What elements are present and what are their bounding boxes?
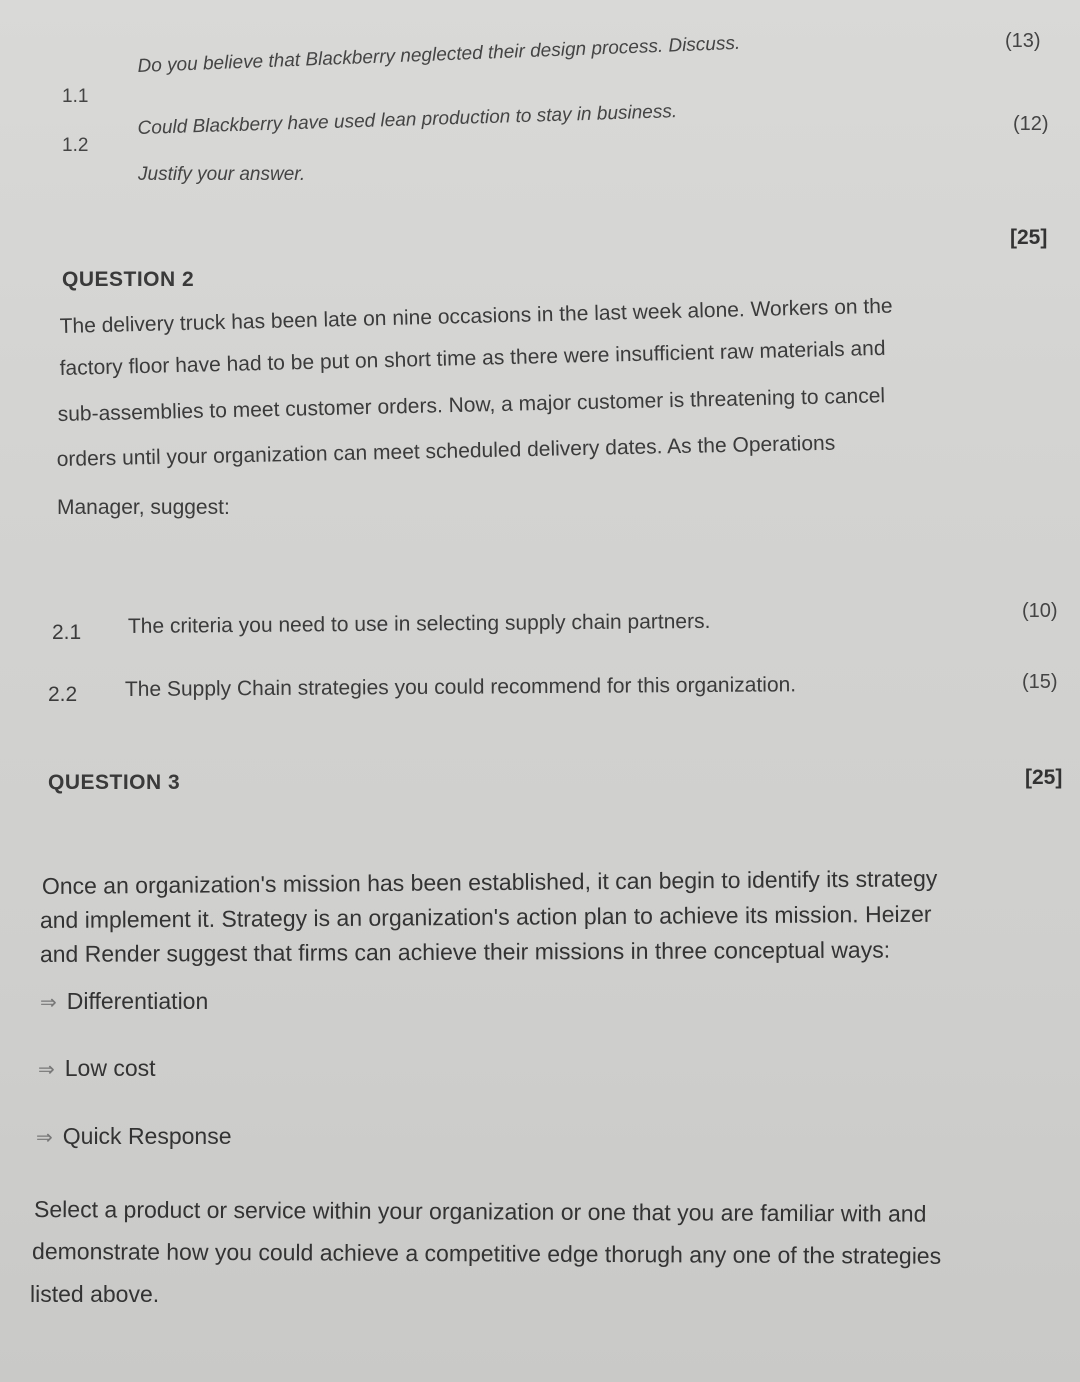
bullet-text: Differentiation: [66, 988, 209, 1014]
bullet-quick-response: [36, 1123, 232, 1150]
q3-closing-line-1: Select a product or service within your organization or one that you are familiar with and: [34, 1196, 927, 1227]
q2-para-line-2: factory floor have had to be put on short time as there were insufficient raw materials and: [59, 336, 886, 381]
q3-para-line-3: and Render suggest that firms can achieve their missions in three conceptual ways:: [39, 936, 891, 967]
item-text-1-2: Could Blackberry have used lean production to stay in business.: [137, 101, 678, 140]
question-2-heading: QUESTION 2: [62, 268, 195, 291]
double-arrow-icon: ⇒: [36, 1127, 53, 1149]
item-number-2-2: 2.2: [48, 683, 78, 706]
item-marks-1-1: (13): [1005, 30, 1041, 52]
question-3-total: [25]: [1025, 766, 1063, 789]
item-marks-2-1: (10): [1022, 600, 1058, 622]
double-arrow-icon: ⇒: [38, 1059, 55, 1081]
q2-para-line-3: sub-assemblies to meet customer orders. Now, a major customer is threatening to cancel: [57, 384, 886, 427]
bullet-text: Low cost: [64, 1055, 156, 1081]
q2-para-line-1: The delivery truck has been late on nine occasions in the last week alone. Workers on the: [59, 294, 893, 339]
item-text-1-1: Do you believe that Blackberry neglected their design process. Discuss.: [137, 32, 741, 78]
bullet-differentiation: [40, 988, 208, 1015]
item-number-1-1: 1.1: [62, 86, 89, 107]
question-1-total: [25]: [1010, 226, 1048, 249]
q3-para-line-1: Once an organization's mission has been established, it can begin to identify its strategy: [41, 865, 938, 900]
question-3-heading: QUESTION 3: [48, 771, 181, 794]
q3-closing-line-3: listed above.: [30, 1281, 160, 1307]
item-marks-2-2: (15): [1022, 671, 1058, 693]
item-marks-1-2: (12): [1013, 113, 1049, 135]
item-text-2-2: The Supply Chain strategies you could recommend for this organization.: [124, 673, 797, 701]
bullet-text: Quick Response: [62, 1123, 232, 1149]
item-number-1-2: 1.2: [62, 135, 89, 156]
q3-closing-line-2: demonstrate how you could achieve a competitive edge thorugh any one of the strategies: [32, 1238, 942, 1269]
item-text-2-1: The criteria you need to use in selecting supply chain partners.: [127, 609, 711, 639]
item-number-2-1: 2.1: [52, 621, 82, 644]
q2-para-line-4: orders until your organization can meet scheduled delivery dates. As the Operations: [56, 431, 836, 472]
item-text-1-2-cont: Justify your answer.: [138, 164, 306, 185]
double-arrow-icon: ⇒: [40, 992, 57, 1014]
bullet-low-cost: [38, 1055, 156, 1082]
q3-para-line-2: and implement it. Strategy is an organization's action plan to achieve its mission. Heizer: [39, 900, 932, 933]
q2-para-line-5: Manager, suggest:: [57, 496, 230, 519]
